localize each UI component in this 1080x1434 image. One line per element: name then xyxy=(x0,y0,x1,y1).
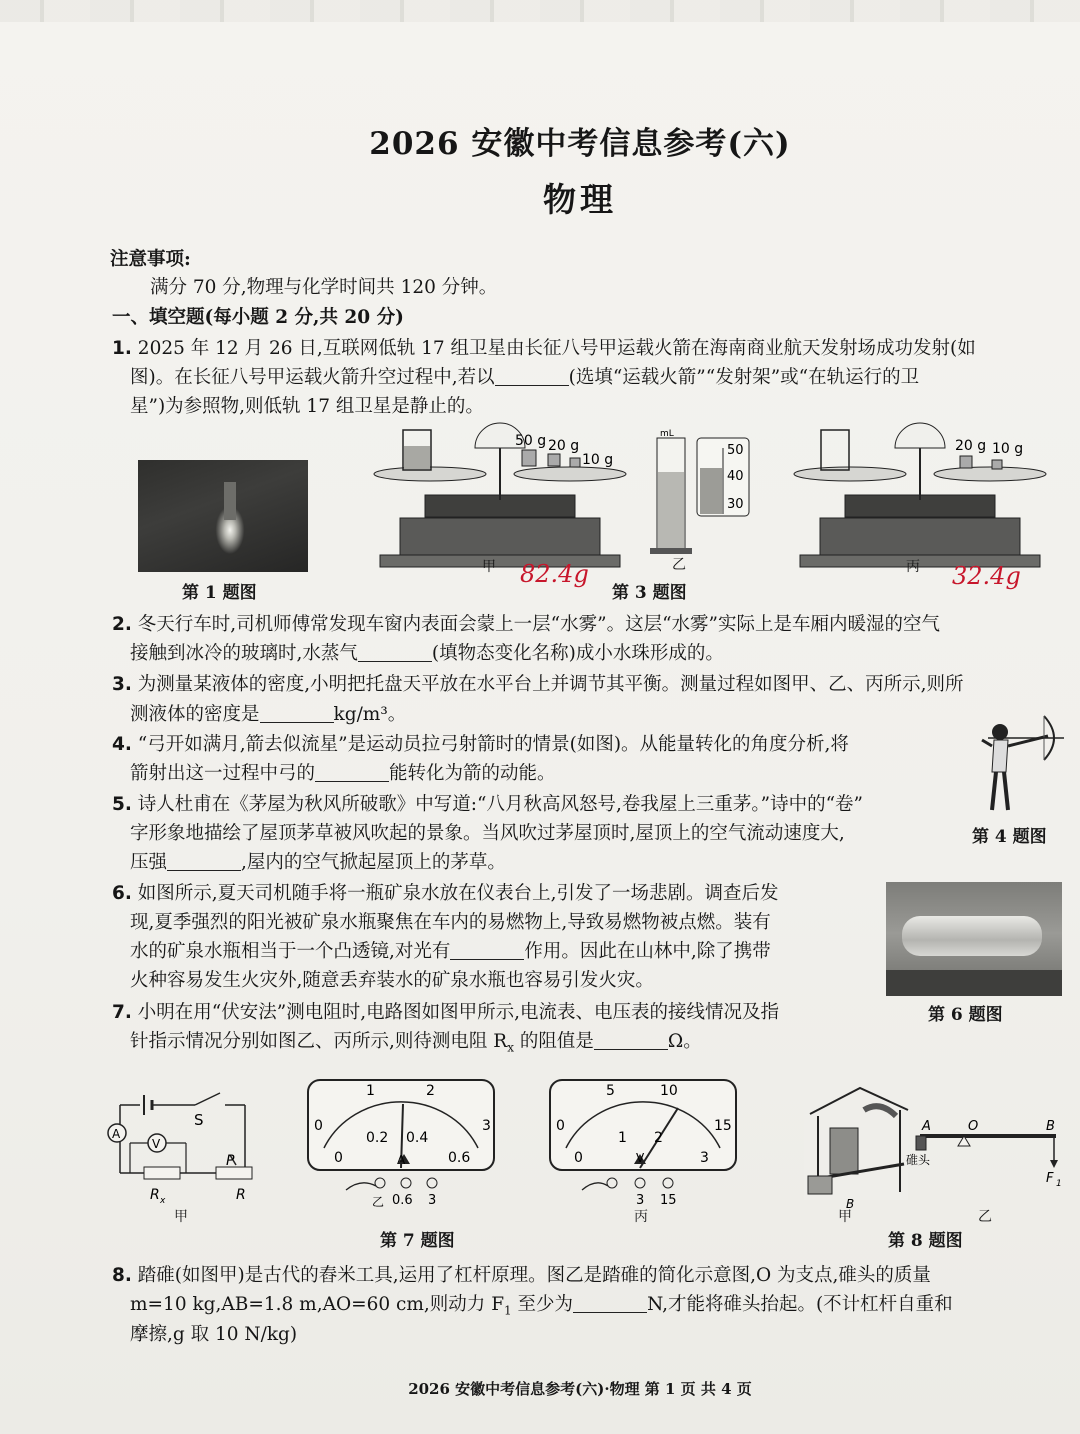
question-text: 箭射出这一过程中弓的 xyxy=(130,763,316,784)
terminal-label: 0.6 xyxy=(392,1193,413,1208)
scale-top-label: 15 xyxy=(714,1118,732,1134)
scale-label: 30 xyxy=(727,497,744,512)
question-text: kg/m³。 xyxy=(333,704,407,725)
person-icon xyxy=(830,1128,858,1174)
scale-bottom-label: 0.6 xyxy=(448,1150,471,1166)
unit-label: mL xyxy=(660,429,674,439)
terminal-label: 3 xyxy=(428,1193,437,1208)
question-text: 2025 年 12 月 26 日,互联网低轨 17 组卫星由长征八号甲运载火箭在海南商业航天发射场成功发射(如 xyxy=(137,338,976,359)
slider-label: P xyxy=(226,1153,235,1169)
resistor-label: R xyxy=(150,1187,160,1203)
scale-top-label: 5 xyxy=(606,1083,615,1099)
weight-10g-icon xyxy=(570,458,580,467)
question-6-line4: 火种容易发生火灾外,随意丢弃装水的矿泉水瓶也容易引发火灾。 xyxy=(130,970,654,991)
weight-label: 10 g xyxy=(992,441,1024,457)
scale-bottom-label: 1 xyxy=(618,1130,627,1146)
figure-6-caption: 第 6 题图 xyxy=(928,1005,1003,1025)
answer-blank xyxy=(450,941,524,960)
question-4 xyxy=(112,731,849,758)
question-1 xyxy=(112,335,976,362)
question-1-line2 xyxy=(130,364,919,391)
question-7 xyxy=(112,999,779,1026)
scale-top-label: 1 xyxy=(366,1083,375,1099)
scale-bottom-label: 0 xyxy=(574,1150,583,1166)
bottle-icon xyxy=(902,916,1042,956)
point-label: A xyxy=(922,1119,931,1134)
force-label: F xyxy=(1046,1171,1054,1186)
section-heading: 一、填空题(每小题 2 分,共 20 分) xyxy=(112,307,404,328)
question-text: “弓开如满月,箭去似流星”是运动员拉弓射箭时的情景(如图)。从能量转化的角度分析,将 xyxy=(137,734,849,755)
weight-20g-icon xyxy=(548,454,560,466)
question-text: (填物态变化名称)成小水珠形成的。 xyxy=(431,643,724,664)
figure-label: 丙 xyxy=(634,1209,648,1225)
figure-label: 甲 xyxy=(482,559,496,575)
ammeter-label: A xyxy=(112,1127,121,1141)
question-3-line2 xyxy=(130,701,406,728)
question-number: 1. xyxy=(112,338,132,359)
scale-bottom-label: 3 xyxy=(700,1150,709,1166)
figure-label: 乙 xyxy=(672,557,686,573)
point-label: O xyxy=(968,1119,979,1134)
subscript: 1 xyxy=(504,1303,512,1318)
lever-diagram xyxy=(906,1118,1068,1192)
scale-bottom-label: 0 xyxy=(334,1150,343,1166)
answer-blank xyxy=(167,852,241,871)
terminal-label: 3 xyxy=(636,1193,645,1208)
figure-3-diagram xyxy=(370,420,1060,580)
question-number: 3. xyxy=(112,674,132,695)
question-text: 如图所示,夏天司机随手将一瓶矿泉水放在仪表台上,引发了一场悲剧。调查后发 xyxy=(137,883,779,904)
weight-10g-icon xyxy=(992,460,1002,469)
weight-label: 20 g xyxy=(955,438,987,454)
question-number: 5. xyxy=(112,794,132,815)
weight-20g-icon xyxy=(960,456,972,468)
handwritten-mass: 32.4g xyxy=(952,562,1021,590)
page-footer: 2026 安徽中考信息参考(六)·物理 第 1 页 共 4 页 xyxy=(408,1380,752,1398)
archer-figure xyxy=(978,712,1066,812)
question-number: 6. xyxy=(112,883,132,904)
water-bottle-photo xyxy=(886,882,1062,996)
question-text: Ω。 xyxy=(667,1031,702,1052)
scale-bottom-label: 0.4 xyxy=(406,1130,429,1146)
beaker-icon xyxy=(821,430,849,470)
question-4-line2 xyxy=(130,760,556,787)
point-label: B xyxy=(1046,1119,1055,1134)
question-2-line2 xyxy=(130,640,724,667)
question-8 xyxy=(112,1262,931,1289)
figure-7-caption: 第 7 题图 xyxy=(380,1231,455,1251)
question-6-line3 xyxy=(130,938,771,965)
head-label: 碓头 xyxy=(906,1153,931,1167)
answer-blank xyxy=(573,1294,647,1313)
balance-bing xyxy=(794,423,1046,567)
notice-heading: 注意事项: xyxy=(110,249,191,270)
question-text: 测液体的密度是 xyxy=(130,704,260,725)
weight-label: 20 g xyxy=(548,438,580,454)
voltmeter-dial xyxy=(548,1078,742,1208)
question-3 xyxy=(112,671,964,698)
question-number: 2. xyxy=(112,614,132,635)
rocket-launch-photo xyxy=(138,460,308,572)
figure-label: 甲 xyxy=(838,1209,852,1225)
page-top-edge xyxy=(0,0,1080,22)
notice-text: 满分 70 分,物理与化学时间共 120 分钟。 xyxy=(150,277,498,298)
question-1-line3: 星”)为参照物,则低轨 17 组卫星是静止的。 xyxy=(130,396,484,417)
question-2 xyxy=(112,611,940,638)
scale-top-label: 0 xyxy=(556,1118,565,1134)
figure-label: 乙 xyxy=(372,1195,385,1208)
question-text: 踏碓(如图甲)是古代的舂米工具,运用了杠杆原理。图乙是踏碓的简化示意图,O 为支点,碓头的质量 xyxy=(137,1265,931,1286)
weight-50g-icon xyxy=(522,450,536,466)
question-text: N,才能将碓头抬起。(不计杠杆自重和 xyxy=(647,1294,953,1315)
handwritten-mass: 82.4g xyxy=(520,560,589,588)
question-text: 能转化为箭的动能。 xyxy=(389,763,556,784)
voltmeter-label: V xyxy=(152,1137,161,1151)
switch-label: S xyxy=(194,1111,204,1129)
figure-4-caption: 第 4 题图 xyxy=(972,827,1047,847)
scale-top-label: 0 xyxy=(314,1118,323,1134)
ammeter-dial xyxy=(306,1078,500,1208)
answer-blank xyxy=(315,763,389,782)
question-text: 接触到冰冷的玻璃时,水蒸气 xyxy=(130,643,358,664)
question-5-line2: 字形象地描绘了屋顶茅草被风吹起的景象。当风吹过茅屋顶时,屋顶上的空气流动速度大, xyxy=(130,823,845,844)
question-number: 4. xyxy=(112,734,132,755)
force-subscript: 1 xyxy=(1056,1179,1062,1189)
question-text: 图)。在长征八号甲运载火箭升空过程中,若以 xyxy=(130,367,495,388)
answer-blank xyxy=(594,1031,668,1050)
figure-1-caption: 第 1 题图 xyxy=(182,583,257,603)
question-text: (选填“运载火箭”“发射架”或“在轨运行的卫 xyxy=(568,367,920,388)
scale-bottom-label: 0.2 xyxy=(366,1130,389,1146)
exam-subject: 物理 xyxy=(543,180,617,219)
question-text: 作用。因此在山林中,除了携带 xyxy=(524,941,771,962)
figure-label: 丙 xyxy=(906,559,920,575)
question-5 xyxy=(112,791,863,818)
question-number: 7. xyxy=(112,1002,132,1023)
question-text: 冬天行车时,司机师傅常发现车窗内表面会蒙上一层“水雾”。这层“水雾”实际上是车厢内暖湿的空气 xyxy=(137,614,941,635)
circuit-diagram xyxy=(100,1075,270,1225)
answer-blank xyxy=(495,367,569,386)
question-number: 8. xyxy=(112,1265,132,1286)
scale-top-label: 2 xyxy=(426,1083,435,1099)
answer-blank xyxy=(358,643,432,662)
terminal-label: 15 xyxy=(660,1193,677,1208)
scale-label: 50 xyxy=(727,443,744,458)
weight-label: 50 g xyxy=(515,433,547,449)
subscript: x xyxy=(507,1040,514,1055)
question-text: 水的矿泉水瓶相当于一个凸透镜,对光有 xyxy=(130,941,451,962)
question-text: 至少为 xyxy=(511,1294,574,1315)
question-8-line2 xyxy=(130,1291,953,1325)
rocket-icon xyxy=(224,482,236,520)
scale-label: 40 xyxy=(727,469,744,484)
question-text: 小明在用“伏安法”测电阻时,电路图如图甲所示,电流表、电压表的接线情况及指 xyxy=(137,1002,779,1023)
question-5-line3 xyxy=(130,849,506,876)
question-text: 为测量某液体的密度,小明把托盘天平放在水平台上并调节其平衡。测量过程如图甲、乙、丙所示,则所 xyxy=(137,674,964,695)
question-text: 的阻值是 xyxy=(513,1031,594,1052)
scale-top-label: 10 xyxy=(660,1083,678,1099)
answer-blank xyxy=(260,704,334,723)
figure-label: 甲 xyxy=(174,1209,188,1225)
resistor-subscript: x xyxy=(160,1196,166,1206)
scale-top-label: 3 xyxy=(482,1118,491,1134)
figure-8-caption: 第 8 题图 xyxy=(888,1231,963,1251)
scale-bottom-label: 2 xyxy=(654,1130,663,1146)
switch-icon xyxy=(195,1093,220,1105)
question-8-line3: 摩擦,g 取 10 N/kg) xyxy=(130,1324,298,1345)
unit-label: V xyxy=(636,1151,645,1165)
force-arrow-icon xyxy=(1050,1160,1058,1168)
balance-jia xyxy=(374,423,626,567)
question-7-line2 xyxy=(130,1028,702,1062)
question-6-line2: 现,夏季强烈的阳光被矿泉水瓶聚焦在车内的易燃物上,导致易燃物被点燃。装有 xyxy=(130,912,771,933)
pestle-drawing xyxy=(800,1080,912,1212)
question-text: m=10 kg,AB=1.8 m,AO=60 cm,则动力 F xyxy=(130,1294,505,1315)
question-text: 针指示情况分别如图乙、丙所示,则待测电阻 R xyxy=(130,1031,508,1052)
resistor-rx-icon xyxy=(144,1167,180,1179)
unit-label: A xyxy=(397,1153,406,1167)
point-label: B xyxy=(846,1197,855,1211)
question-6 xyxy=(112,880,779,907)
figure-3-caption: 第 3 题图 xyxy=(612,583,687,603)
rheostat-label: R xyxy=(236,1187,246,1203)
graduated-cylinder xyxy=(650,429,749,554)
question-text: ,屋内的空气掀起屋顶上的茅草。 xyxy=(241,852,506,873)
exam-title: 2026 安徽中考信息参考(六) xyxy=(369,126,791,162)
figure-label: 乙 xyxy=(978,1209,992,1225)
weight-label: 10 g xyxy=(582,452,614,468)
question-text: 压强 xyxy=(130,852,168,873)
question-text: 诗人杜甫在《茅屋为秋风所破歌》中写道:“八月秋高风怒号,卷我屋上三重茅。”诗中的“卷” xyxy=(137,794,863,815)
